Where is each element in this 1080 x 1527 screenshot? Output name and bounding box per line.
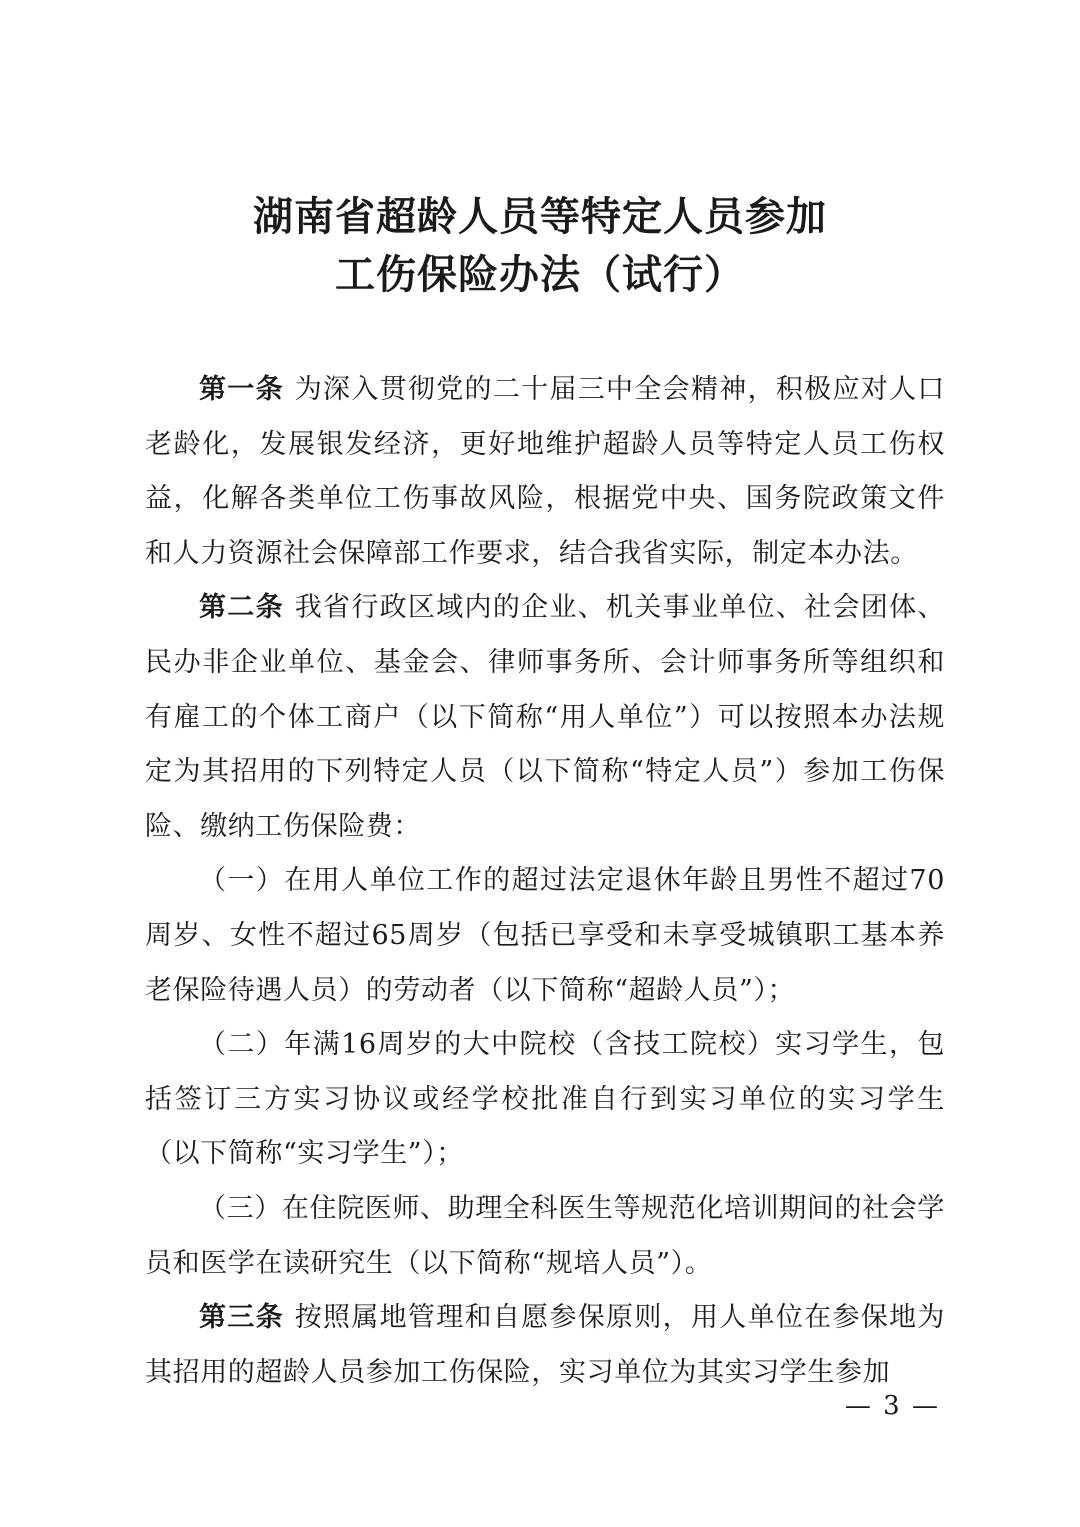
paragraph-text: 按照属地管理和自愿参保原则，用人单位在参保地为其招用的超龄人员参加工伤保险，实习单位为其实习学生参加 [145, 1302, 945, 1388]
paragraph-text: 为深入贯彻党的二十届三中全会精神，积极应对人口老龄化，发展银发经济，更好地维护超龄人员等特定人员工伤权益，化解各类单位工伤事故风险，根据党中央、国务院政策文件和人力资源社会保障部工作要求，结合我省实际，制定本办法。 [145, 374, 945, 569]
paragraph-text: 我省行政区域内的企业、机关事业单位、社会团体、民办非企业单位、基金会、律师事务所、会计师事务所等组织和有雇工的个体工商户（以下简称“用人单位”）可以按照本办法规定为其招用的下列特定人员（以下简称“特定人员”）参加工伤保险、缴纳工伤保险费： [145, 592, 945, 842]
article-1-paragraph [145, 363, 945, 581]
paragraph-text: （一）在用人单位工作的超过法定退休年龄且男性不超过70周岁、女性不超过65周岁（包括已享受和未享受城镇职工基本养老保险待遇人员）的劳动者（以下简称“超龄人员”）； [145, 865, 945, 1006]
article-2-paragraph [145, 581, 945, 854]
document-title-line-1: 湖南省超龄人员等特定人员参加 [253, 194, 827, 240]
document-title-line-2: 工伤保险办法（试行） [335, 252, 745, 298]
item-3-paragraph [145, 1182, 945, 1291]
document-body [145, 363, 945, 1400]
article-label: 第三条 [199, 1302, 284, 1334]
article-label: 第一条 [199, 374, 284, 405]
article-3-paragraph [145, 1291, 945, 1400]
paragraph-text: （三）在住院医师、助理全科医生等规范化培训期间的社会学员和医学在读研究生（以下简称“规培人员”）。 [145, 1192, 945, 1279]
article-label: 第二条 [199, 592, 284, 624]
item-2-paragraph [145, 1018, 945, 1182]
paragraph-text: （二）年满16周岁的大中院校（含技工院校）实习学生，包括签订三方实习协议或经学校批准自行到实习单位的实习学生（以下简称“实习学生”）； [145, 1029, 945, 1170]
item-1-paragraph [145, 854, 945, 1018]
page-number: — 3 — [844, 1391, 940, 1421]
